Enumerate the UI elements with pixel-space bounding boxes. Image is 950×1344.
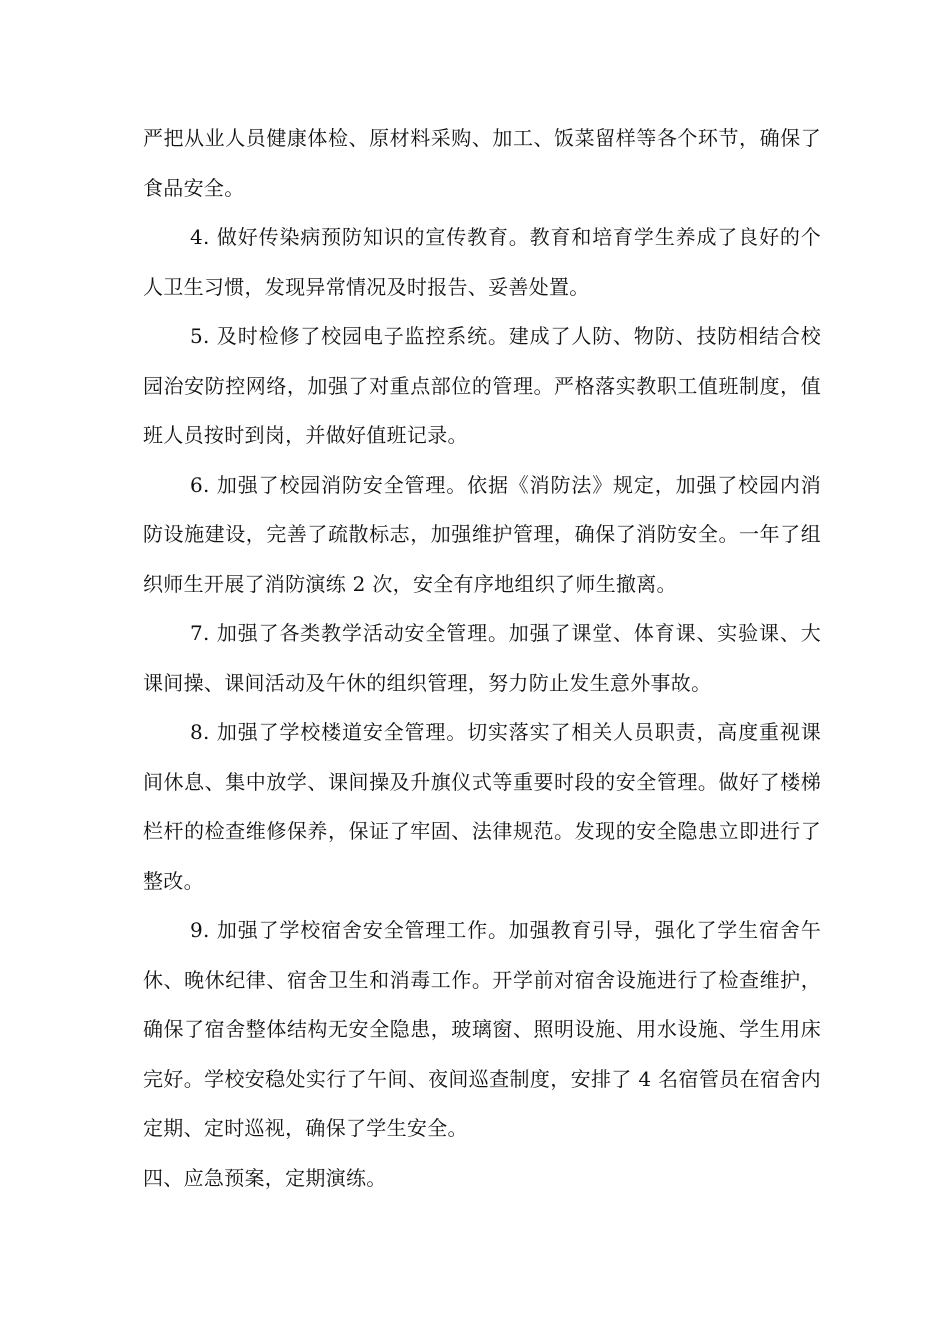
paragraph-item-6: 6. 加强了校园消防安全管理。依据《消防法》规定，加强了校园内消防设施建设，完善了疏散标志，加强维护管理，确保了消防安全。一年了组织师生开展了消防演练 2 次，安全有序地组织了师生撤离。 (143, 472, 821, 596)
paragraph-item-8: 8. 加强了学校楼道安全管理。切实落实了相关人员职责，高度重视课间休息、集中放学、课间操及升旗仪式等重要时段的安全管理。做好了楼梯栏杆的检查维修保养，保证了牢固、法律规范。发现的安全隐患立即进行了整改。 (143, 720, 821, 893)
paragraph-item-9: 9. 加强了学校宿舍安全管理工作。加强教育引导，强化了学生宿舍午休、晚休纪律、宿舍卫生和消毒工作。开学前对宿舍设施进行了检查维护，确保了宿舍整体结构无安全隐患，玻璃窗、照明设施、用水设施、学生用床完好。学校安稳处实行了午间、夜间巡查制度，安排了 4 名宿管员在宿舍内定期、定时巡视，确保了学生安全。 (143, 918, 821, 1140)
paragraph-item-4: 4. 做好传染病预防知识的宣传教育。教育和培育学生养成了良好的个人卫生习惯，发现异常情况及时报告、妥善处置。 (143, 225, 821, 299)
paragraph-item-7: 7. 加强了各类教学活动安全管理。加强了课堂、体育课、实验课、大课间操、课间活动及午休的组织管理，努力防止发生意外事故。 (143, 621, 821, 695)
document-page (143, 114, 821, 1203)
paragraph-food-safety: 严把从业人员健康体检、原材料采购、加工、饭菜留样等各个环节，确保了食品安全。 (143, 126, 821, 200)
paragraph-item-5: 5. 及时检修了校园电子监控系统。建成了人防、物防、技防相结合校园治安防控网络，加强了对重点部位的管理。严格落实教职工值班制度，值班人员按时到岗，并做好值班记录。 (143, 324, 821, 447)
section-heading-4: 四、应急预案，定期演练。 (143, 1165, 387, 1190)
